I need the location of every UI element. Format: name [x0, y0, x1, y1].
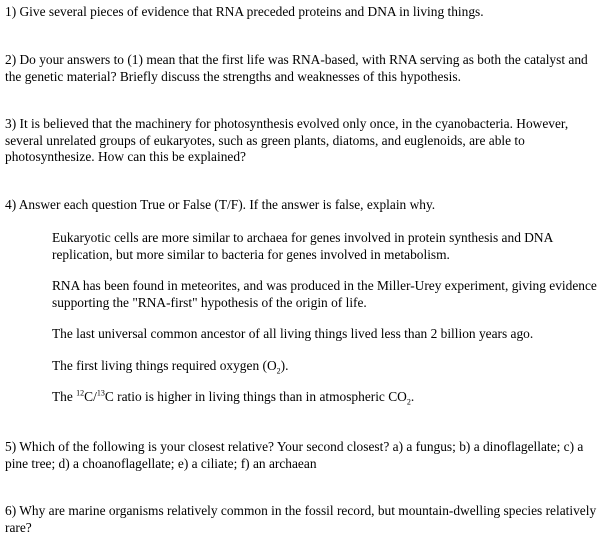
statement-5-the: The [52, 389, 77, 404]
statement-5-subscript: 2 [406, 397, 411, 407]
statement-3: The last universal common ancestor of all living things lived less than 2 billion years ago. [52, 326, 534, 341]
statement-4-end: ). [280, 358, 289, 373]
question-2: 2) Do your answers to (1) mean that the first life was RNA-based, with RNA serving as both the catalyst and the genetic material? Briefly discuss the strengths and weaknesses of this hypothesis. [5, 52, 588, 84]
statement-4-subscript: 2 [276, 366, 281, 376]
question-3: 3) It is believed that the machinery for photosynthesis evolved only once, in the cyanobacteria. However, several unrelated groups of eukaryotes, such as green plants, diatoms, and euglenoids, are able to photosynthesize. How can this be explained? [5, 116, 569, 164]
question-5: 5) Which of the following is your closest relative? Your second closest? a) a fungus; b) a dinoflagellate; c) a pine tree; d) a choanoflagellate; e) a ciliate; f) an archaean [5, 439, 584, 471]
statement-5-superscript-12: 12 [76, 388, 85, 398]
statement-5-c1: C/ [84, 389, 97, 404]
statement-5 [52, 389, 600, 406]
question-4: 4) Answer each question True or False (T/F). If the answer is false, explain why. [5, 197, 436, 212]
statement-2: RNA has been found in meteorites, and was produced in the Miller-Urey experiment, giving evidence supporting the "RNA-first" hypothesis of the origin of life. [52, 278, 597, 310]
statement-4 [52, 358, 600, 375]
statement-4-text: The first living things required oxygen (O [52, 358, 277, 373]
question-1: 1) Give several pieces of evidence that RNA preceded proteins and DNA in living things. [5, 4, 484, 19]
question-6: 6) Why are marine organisms relatively common in the fossil record, but mountain-dwelling species relatively rare? [5, 503, 597, 535]
statement-5-text: C ratio is higher in living things than in atmospheric CO [104, 389, 407, 404]
statement-5-superscript-13: 13 [96, 388, 105, 398]
statement-1: Eukaryotic cells are more similar to archaea for genes involved in protein synthesis and DNA replication, but more similar to bacteria for genes involved in metabolism. [52, 230, 553, 262]
statement-5-end: . [410, 389, 415, 404]
